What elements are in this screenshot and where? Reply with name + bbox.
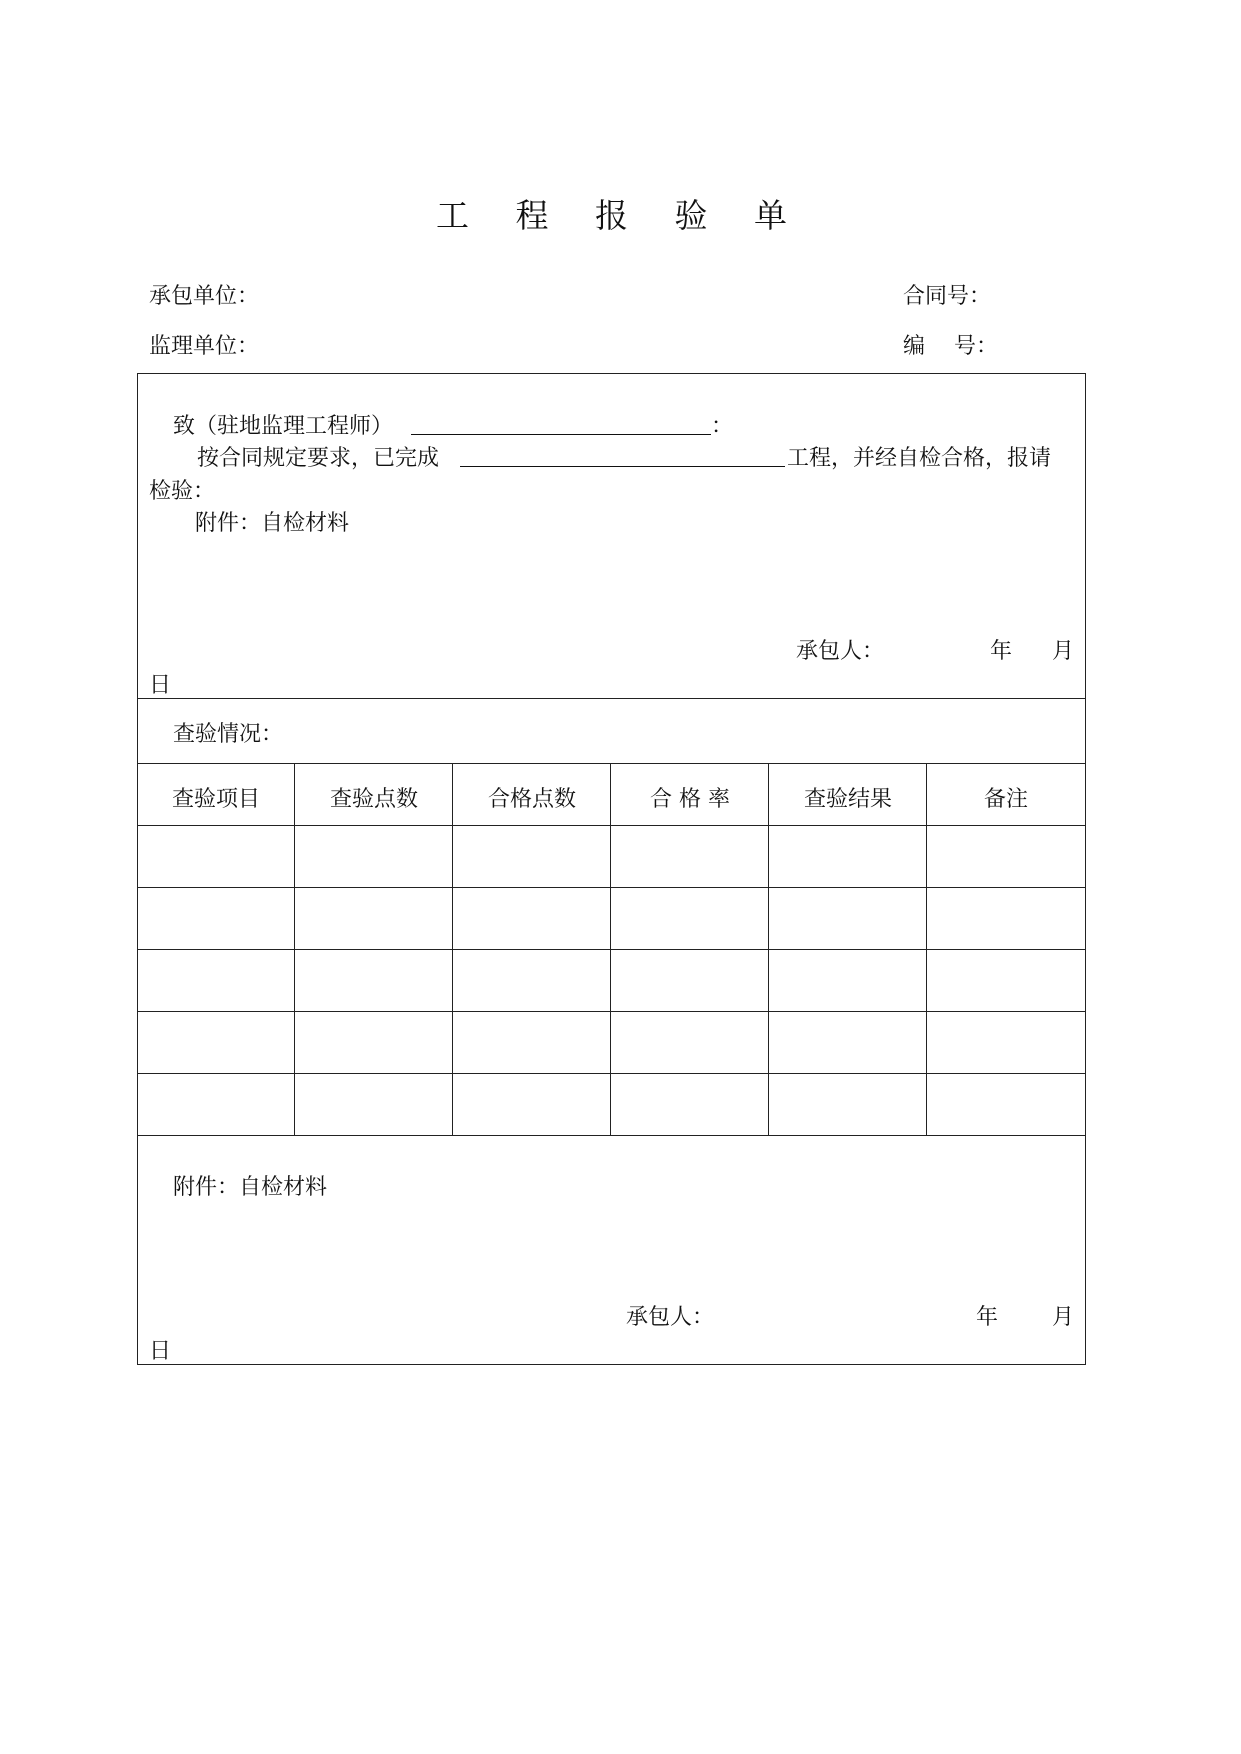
addressee-prefix: 致（驻地监理工程师） [173, 414, 394, 439]
column-header-remarks: 备注 [983, 787, 1028, 812]
table-row-rule [137, 1011, 1086, 1012]
table-bottom-rule [137, 1135, 1086, 1136]
supervisor-label: 监理单位： [149, 334, 260, 359]
footer-month: 月 [1052, 1305, 1075, 1330]
footer-signer-label: 承包人： [626, 1305, 715, 1330]
footer-year: 年 [976, 1305, 999, 1330]
column-header-pass-rate: 合 格 率 [650, 787, 730, 812]
table-column-rule [294, 763, 295, 1135]
column-header-pass-points: 合格点数 [487, 787, 576, 812]
table-row-rule [137, 1073, 1086, 1074]
table-top-rule [137, 763, 1086, 764]
table-column-rule [610, 763, 611, 1135]
serial-no-label: 编 号： [903, 334, 998, 359]
footer-attachment: 附件：自检材料 [173, 1175, 328, 1200]
table-column-rule [926, 763, 927, 1135]
addressee-suffix: ： [711, 414, 734, 439]
request-body-suffix: 工程，并经自检合格，报请 [787, 446, 1052, 471]
request-day: 日 [149, 673, 172, 698]
section-divider [137, 698, 1086, 699]
page-title: 工 程 报 验 单 [436, 196, 805, 235]
footer-day: 日 [149, 1339, 172, 1364]
column-header-item: 查验项目 [171, 787, 260, 812]
table-column-rule [452, 763, 453, 1135]
request-year: 年 [990, 639, 1013, 664]
contractor-label: 承包单位： [149, 284, 260, 309]
inspection-situation-label: 查验情况： [173, 722, 284, 747]
request-body-prefix: 按合同规定要求，已完成 [197, 446, 440, 471]
table-row-rule [137, 887, 1086, 888]
request-signer-label: 承包人： [796, 639, 885, 664]
request-month: 月 [1052, 639, 1075, 664]
table-row-rule [137, 949, 1086, 950]
engineer-name-underline[interactable] [411, 434, 711, 435]
project-name-underline[interactable] [460, 466, 785, 467]
column-header-result: 查验结果 [803, 787, 892, 812]
contract-no-label: 合同号： [903, 284, 992, 309]
table-column-rule [768, 763, 769, 1135]
table-header-rule [137, 825, 1086, 826]
request-body-wrap: 检验： [149, 479, 216, 504]
request-attachment: 附件：自检材料 [195, 511, 350, 536]
column-header-check-points: 查验点数 [329, 787, 418, 812]
